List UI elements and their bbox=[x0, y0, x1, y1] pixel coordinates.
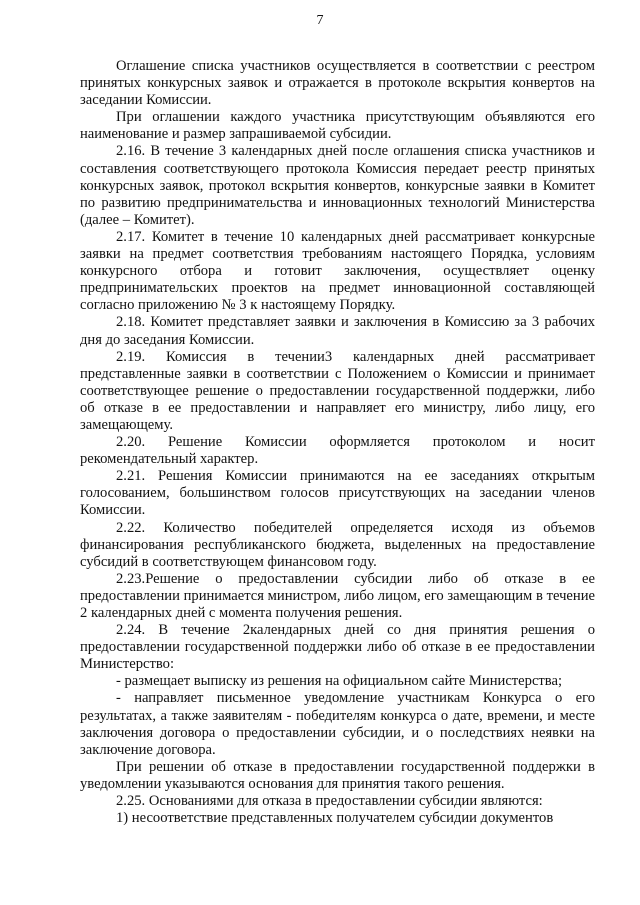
paragraph: При оглашении каждого участника присутствующим объявляются его наименование и размер запрашиваемой субсидии. bbox=[80, 109, 595, 143]
page-number: 7 bbox=[316, 13, 324, 28]
paragraph: 2.18. Комитет представляет заявки и заключения в Комиссию за 3 рабочих дня до заседания Комиссии. bbox=[80, 314, 595, 348]
paragraph: 2.22. Количество победителей определяется исходя из объемов финансирования республиканского бюджета, выделенных на предоставление субсидий в соответствующем финансовом году. bbox=[80, 519, 595, 570]
paragraph: Оглашение списка участников осуществляется в соответствии с реестром принятых конкурсных заявок и отражается в протоколе вскрытия конвертов на заседании Комиссии. bbox=[80, 58, 595, 109]
list-item: - направляет письменное уведомление участникам Конкурса о его результатах, а также заявителям - победителям конкурса о дате, времени, и месте заключения договора о предоставлении субсидии, и о последствиях неявки на заключение договора. bbox=[80, 690, 595, 758]
paragraph: 2.20. Решение Комиссии оформляется протоколом и носит рекомендательный характер. bbox=[80, 434, 595, 468]
paragraph: 2.23.Решение о предоставлении субсидии либо об отказе в ее предоставлении принимается министром, либо лицом, его замещающим в течение 2 календарных дней с момента получения решения. bbox=[80, 570, 595, 621]
list-item: - размещает выписку из решения на официальном сайте Министерства; bbox=[116, 673, 563, 690]
paragraph: 2.17. Комитет в течение 10 календарных дней рассматривает конкурсные заявки на предмет соответствия требованиям настоящего Порядка, условиям конкурсного отбора и готовит заключения, осуществляет оценку предпринимательских проектов на предмет инновационной составляющей согласно приложению № 3 к настоящему Порядку. bbox=[80, 228, 595, 314]
paragraph: 2.21. Решения Комиссии принимаются на ее заседаниях открытым голосованием, большинством голосов присутствующих на заседании членов Комиссии. bbox=[80, 468, 595, 519]
paragraph: 2.16. В течение 3 календарных дней после оглашения списка участников и составления соответствующего протокола Комиссия передает реестр принятых конкурсных заявок, протокол вскрытия конвертов, конкурсные заявки в Комитет по развитию предпринимательства и инновационных технологий Министерства (далее – Комитет). bbox=[80, 143, 595, 228]
paragraph: При решении об отказе в предоставлении государственной поддержки в уведомлении указываются основания для принятия такого решения. bbox=[80, 758, 595, 792]
paragraph: 2.19. Комиссия в течении3 календарных дней рассматривает представленные заявки в соответствии с Положением о Комиссии и принимает соответствующее решение о предоставлении государственной поддержки, либо об отказе в ее предоставлении и направляет его министру, либо лицу, его замещающему. bbox=[80, 348, 595, 433]
paragraph: 1) несоответствие представленных получателем субсидии документов bbox=[116, 810, 554, 827]
paragraph: 2.25. Основаниями для отказа в предоставлении субсидии являются: bbox=[116, 793, 543, 810]
paragraph: 2.24. В течение 2календарных дней со дня принятия решения о предоставлении государственной поддержки либо об отказе в ее предоставлении Министерство: bbox=[80, 622, 595, 673]
document-body bbox=[80, 58, 595, 827]
